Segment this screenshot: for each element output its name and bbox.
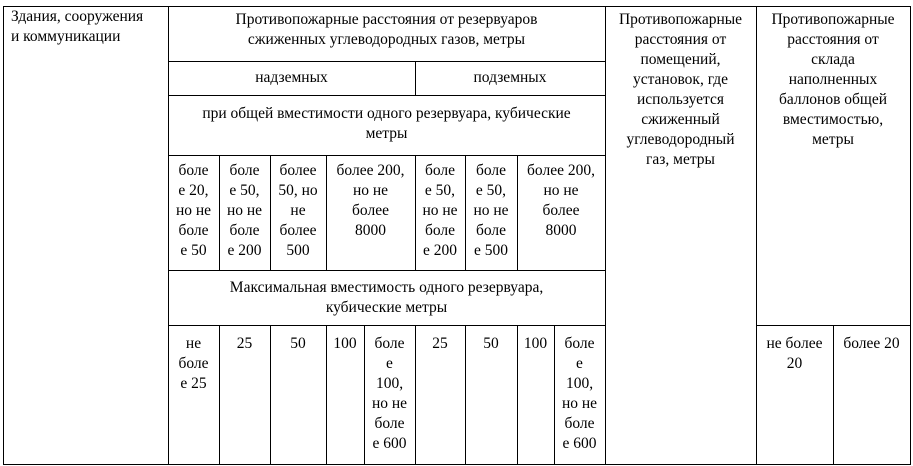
value-text: 20: [786, 355, 803, 372]
header-text: кубические метры: [325, 299, 448, 316]
value-text: 50: [290, 335, 306, 352]
range-text: но не: [175, 202, 212, 219]
range-text: е 200: [227, 242, 262, 259]
value-text: но не: [561, 395, 598, 412]
header-text: Максимальная вместимость одного резервуара,: [229, 279, 544, 296]
header-text: углеводородный: [626, 131, 735, 148]
range-cell: [219, 155, 271, 271]
value-text: боле: [564, 415, 595, 432]
range-text: боле: [178, 222, 209, 239]
value-text: е: [386, 355, 393, 372]
range-text: 50, но: [278, 182, 318, 199]
range-text: боле: [475, 222, 507, 239]
max-value-cell: [364, 325, 416, 465]
range-text: е 200: [422, 242, 457, 259]
range-text: е 50,: [229, 182, 260, 199]
range-cell: [326, 155, 416, 271]
max-value-cell: [517, 325, 555, 465]
value-text: 100,: [375, 375, 404, 392]
range-text: боле: [229, 222, 260, 239]
range-cell: [465, 155, 518, 271]
range-text: боле: [229, 162, 260, 179]
max-value-cell: [219, 325, 271, 465]
range-text: более: [542, 202, 580, 219]
range-text: но не: [543, 182, 579, 199]
value-text: 25: [236, 335, 253, 352]
header-max-capacity: [168, 270, 606, 326]
value-text: боле: [374, 335, 405, 352]
header-text: и коммуникации: [11, 28, 121, 45]
range-text: более 200,: [527, 162, 595, 179]
header-above-ground: [168, 61, 416, 96]
header-lpg-tanks: [168, 6, 606, 62]
value-text: е: [576, 355, 583, 372]
range-cell: [270, 155, 327, 271]
header-text: помещений,: [640, 51, 721, 68]
header-text: баллонов общей: [778, 91, 888, 108]
range-text: е 20,: [178, 182, 209, 199]
range-text: не: [290, 202, 306, 219]
header-text: сжиженный: [641, 111, 720, 128]
range-text: боле: [475, 162, 507, 179]
max-value-cell: [270, 325, 327, 465]
header-text: расстояния от: [787, 31, 879, 48]
range-text: 500: [286, 242, 310, 259]
value-text: е 600: [372, 435, 407, 452]
value-text: 100,: [565, 375, 594, 392]
header-text: установок, где: [632, 71, 729, 88]
value-text: 50: [483, 335, 499, 352]
header-text: вместимостью,: [782, 111, 884, 128]
max-value-cell: [415, 325, 466, 465]
header-underground: [415, 61, 606, 96]
value-text: не: [185, 335, 202, 352]
value-text: не более: [766, 335, 823, 352]
header-text: расстояния от: [634, 31, 727, 48]
range-text: более: [279, 222, 317, 239]
value-text: 100: [523, 335, 548, 352]
range-text: 8000: [355, 222, 386, 239]
range-text: более: [352, 202, 389, 219]
value-text: 25: [432, 335, 448, 352]
value-text: е 600: [562, 435, 597, 452]
max-value-cell: [168, 325, 220, 465]
range-text: 8000: [545, 222, 577, 239]
header-buildings: [3, 6, 169, 465]
range-text: но не: [352, 182, 389, 199]
max-value-cell: [465, 325, 518, 465]
range-text: но не: [473, 202, 509, 219]
header-text: сжиженных углеводородных газов, метры: [247, 31, 526, 48]
header-text: при общей вместимости одного резервуара, кубические: [202, 105, 571, 122]
range-text: но не: [226, 202, 263, 219]
range-text: е 500: [473, 242, 508, 259]
header-text: используется: [636, 91, 724, 108]
value-text: боле: [564, 335, 595, 352]
range-text: более: [279, 162, 317, 179]
warehouse-value-cell: [756, 325, 834, 465]
max-value-cell: [554, 325, 606, 465]
header-text: Противопожарные расстояния от резервуаров: [235, 11, 538, 28]
header-total-capacity: [168, 95, 606, 156]
max-value-cell: [326, 325, 365, 465]
header-text: Здания, сооружения: [11, 8, 144, 25]
header-text: Противопожарные: [618, 11, 743, 28]
range-text: но не: [422, 202, 458, 219]
value-text: но не: [371, 395, 408, 412]
range-text: е 50: [180, 242, 207, 259]
header-text: наполненных: [788, 71, 878, 88]
range-cell: [415, 155, 466, 271]
header-text: надземных: [255, 69, 328, 86]
range-text: более 200,: [336, 162, 405, 179]
header-text: газ, метры: [646, 151, 715, 168]
header-text: Противопожарные: [771, 11, 895, 28]
range-text: боле: [424, 162, 456, 179]
header-text: метры: [812, 131, 854, 148]
range-text: е 50,: [424, 182, 456, 199]
range-cell: [168, 155, 220, 271]
value-text: 100: [333, 335, 357, 352]
value-text: боле: [178, 355, 209, 372]
header-text: подземных: [473, 69, 547, 86]
value-text: более 20: [843, 335, 900, 352]
header-text: склада: [811, 51, 855, 68]
range-text: боле: [424, 222, 456, 239]
range-text: е 50,: [475, 182, 507, 199]
range-cell: [517, 155, 606, 271]
range-text: боле: [178, 162, 209, 179]
value-text: боле: [374, 415, 405, 432]
value-text: е 25: [180, 375, 207, 392]
header-text: метры: [365, 125, 408, 142]
warehouse-value-cell: [833, 325, 911, 465]
header-premises: [605, 6, 757, 465]
header-warehouse: [756, 6, 911, 326]
